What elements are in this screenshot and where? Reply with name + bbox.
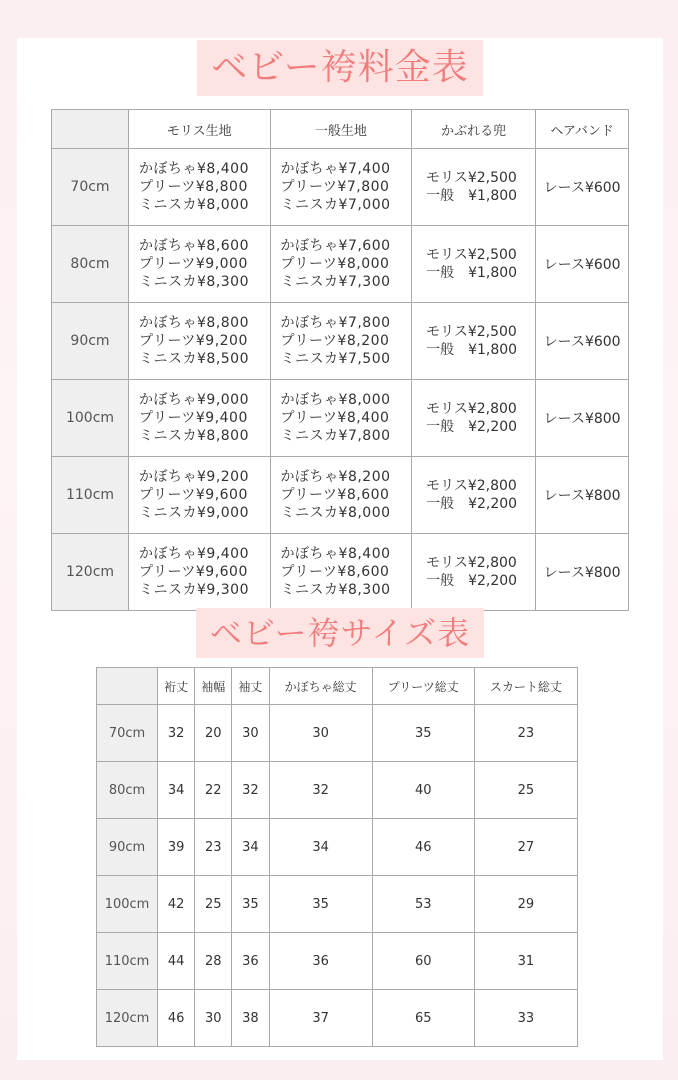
price-morris-cell: [129, 380, 271, 457]
price-line: モリス¥2,500: [426, 247, 517, 263]
price-line: ミニスカ¥8,300: [139, 274, 249, 290]
price-line: プリーツ¥8,800: [139, 179, 248, 195]
size-value-cell: 31: [474, 933, 577, 990]
price-header-cell: ヘアバンド: [536, 110, 629, 149]
size-value-cell: 20: [195, 705, 232, 762]
price-line: プリーツ¥8,600: [280, 564, 390, 580]
price-row: [52, 457, 629, 534]
price-line: かぼちゃ¥8,200: [280, 469, 391, 485]
price-kabuto-cell: [412, 534, 536, 611]
size-value-cell: 35: [269, 876, 372, 933]
price-line: プリーツ¥9,600: [139, 564, 248, 580]
price-hairband-cell: レース¥600: [536, 303, 629, 380]
price-hairband-cell: レース¥600: [536, 226, 629, 303]
price-line: ミニスカ¥8,000: [280, 505, 391, 521]
price-kabuto-cell: [412, 303, 536, 380]
size-row: [97, 762, 578, 819]
size-value-cell: 25: [474, 762, 577, 819]
size-value-cell: 46: [372, 819, 474, 876]
price-line: モリス¥2,800: [426, 555, 517, 571]
price-size-label: 100cm: [52, 380, 129, 457]
size-value-cell: 36: [232, 933, 269, 990]
size-row: [97, 933, 578, 990]
price-title: [17, 40, 663, 96]
size-value-cell: 34: [269, 819, 372, 876]
size-value-cell: 32: [232, 762, 269, 819]
price-line: 一般 ¥2,200: [426, 496, 518, 512]
size-value-cell: 34: [232, 819, 269, 876]
size-table: [96, 667, 578, 1047]
size-title: [17, 608, 663, 658]
content-card: [17, 38, 663, 1060]
size-value-cell: 53: [372, 876, 474, 933]
price-line: かぼちゃ¥8,400: [280, 546, 391, 562]
price-line: ミニスカ¥7,000: [280, 197, 391, 213]
price-line: モリス¥2,500: [426, 170, 517, 186]
price-line: モリス¥2,800: [426, 478, 517, 494]
price-line: プリーツ¥8,400: [280, 410, 390, 426]
price-row: [52, 226, 629, 303]
price-kabuto-cell: [412, 226, 536, 303]
size-value-cell: 46: [158, 990, 195, 1047]
price-title-text: ベビー袴料金表: [197, 40, 483, 96]
price-line: プリーツ¥8,200: [280, 333, 390, 349]
size-row-label: 100cm: [97, 876, 158, 933]
size-row: [97, 876, 578, 933]
price-header-row: [52, 110, 629, 149]
price-line: かぼちゃ¥7,400: [280, 161, 391, 177]
price-size-label: 110cm: [52, 457, 129, 534]
price-line: かぼちゃ¥9,400: [139, 546, 249, 562]
price-line: 一般 ¥1,800: [426, 265, 518, 281]
size-value-cell: 35: [232, 876, 269, 933]
size-value-cell: 39: [158, 819, 195, 876]
price-line: プリーツ¥9,200: [139, 333, 248, 349]
price-line: プリーツ¥9,600: [139, 487, 248, 503]
price-line: 一般 ¥1,800: [426, 188, 518, 204]
price-size-label: 90cm: [52, 303, 129, 380]
price-line: ミニスカ¥9,300: [139, 582, 249, 598]
price-morris-cell: [129, 149, 271, 226]
price-row: [52, 149, 629, 226]
price-line: ミニスカ¥7,500: [280, 351, 391, 367]
price-header-corner: [52, 110, 129, 149]
price-line: ミニスカ¥8,500: [139, 351, 249, 367]
price-row: [52, 380, 629, 457]
price-line: ミニスカ¥9,000: [139, 505, 249, 521]
size-row-label: 120cm: [97, 990, 158, 1047]
size-title-text: ベビー袴サイズ表: [196, 608, 484, 658]
price-line: モリス¥2,500: [426, 324, 517, 340]
size-value-cell: 44: [158, 933, 195, 990]
size-value-cell: 38: [232, 990, 269, 1047]
size-row-label: 110cm: [97, 933, 158, 990]
size-value-cell: 28: [195, 933, 232, 990]
size-value-cell: 25: [195, 876, 232, 933]
size-value-cell: 36: [269, 933, 372, 990]
price-kabuto-cell: [412, 457, 536, 534]
price-line: ミニスカ¥8,300: [280, 582, 391, 598]
size-value-cell: 35: [372, 705, 474, 762]
size-value-cell: 65: [372, 990, 474, 1047]
price-table: [51, 109, 629, 611]
price-line: ミニスカ¥7,300: [280, 274, 391, 290]
price-size-label: 120cm: [52, 534, 129, 611]
price-line: かぼちゃ¥7,600: [280, 238, 391, 254]
price-morris-cell: [129, 457, 271, 534]
price-line: 一般 ¥2,200: [426, 573, 518, 589]
price-line: かぼちゃ¥8,800: [139, 315, 249, 331]
size-value-cell: 33: [474, 990, 577, 1047]
price-header-cell: 一般生地: [270, 110, 412, 149]
size-header-cell: プリーツ総丈: [372, 668, 474, 705]
size-header-cell: かぼちゃ総丈: [269, 668, 372, 705]
price-line: モリス¥2,800: [426, 401, 517, 417]
size-header-cell: 袖丈: [232, 668, 269, 705]
price-line: かぼちゃ¥8,000: [280, 392, 391, 408]
price-header-cell: モリス生地: [129, 110, 271, 149]
price-general-cell: [270, 457, 412, 534]
size-header-cell: 裄丈: [158, 668, 195, 705]
size-value-cell: 60: [372, 933, 474, 990]
price-morris-cell: [129, 534, 271, 611]
price-line: かぼちゃ¥9,000: [139, 392, 249, 408]
price-line: プリーツ¥9,000: [139, 256, 248, 272]
price-line: かぼちゃ¥8,400: [139, 161, 249, 177]
size-value-cell: 30: [269, 705, 372, 762]
price-line: ミニスカ¥7,800: [280, 428, 391, 444]
price-size-label: 70cm: [52, 149, 129, 226]
price-line: ミニスカ¥8,000: [139, 197, 249, 213]
size-header-cell: 袖幅: [195, 668, 232, 705]
price-line: かぼちゃ¥7,800: [280, 315, 391, 331]
size-value-cell: 30: [232, 705, 269, 762]
size-value-cell: 32: [158, 705, 195, 762]
price-morris-cell: [129, 303, 271, 380]
size-value-cell: 37: [269, 990, 372, 1047]
price-line: プリーツ¥7,800: [280, 179, 390, 195]
size-row-label: 80cm: [97, 762, 158, 819]
price-line: かぼちゃ¥8,600: [139, 238, 249, 254]
size-value-cell: 27: [474, 819, 577, 876]
price-row: [52, 534, 629, 611]
price-hairband-cell: レース¥800: [536, 534, 629, 611]
price-hairband-cell: レース¥600: [536, 149, 629, 226]
price-general-cell: [270, 303, 412, 380]
price-general-cell: [270, 380, 412, 457]
size-value-cell: 42: [158, 876, 195, 933]
size-value-cell: 23: [474, 705, 577, 762]
price-row: [52, 303, 629, 380]
price-line: プリーツ¥8,000: [280, 256, 390, 272]
size-value-cell: 22: [195, 762, 232, 819]
size-value-cell: 40: [372, 762, 474, 819]
price-kabuto-cell: [412, 149, 536, 226]
price-hairband-cell: レース¥800: [536, 457, 629, 534]
price-hairband-cell: レース¥800: [536, 380, 629, 457]
size-row-label: 70cm: [97, 705, 158, 762]
price-morris-cell: [129, 226, 271, 303]
size-header-corner: [97, 668, 158, 705]
size-row: [97, 819, 578, 876]
price-line: かぼちゃ¥9,200: [139, 469, 249, 485]
price-general-cell: [270, 534, 412, 611]
size-row: [97, 990, 578, 1047]
price-kabuto-cell: [412, 380, 536, 457]
size-value-cell: 30: [195, 990, 232, 1047]
size-value-cell: 29: [474, 876, 577, 933]
size-row: [97, 705, 578, 762]
price-header-cell: かぶれる兜: [412, 110, 536, 149]
price-size-label: 80cm: [52, 226, 129, 303]
price-general-cell: [270, 226, 412, 303]
size-header-row: [97, 668, 578, 705]
size-value-cell: 23: [195, 819, 232, 876]
price-line: ミニスカ¥8,800: [139, 428, 249, 444]
price-line: プリーツ¥9,400: [139, 410, 248, 426]
price-general-cell: [270, 149, 412, 226]
size-header-cell: スカート総丈: [474, 668, 577, 705]
size-row-label: 90cm: [97, 819, 158, 876]
price-line: 一般 ¥1,800: [426, 342, 518, 358]
price-line: 一般 ¥2,200: [426, 419, 518, 435]
price-line: プリーツ¥8,600: [280, 487, 390, 503]
size-value-cell: 34: [158, 762, 195, 819]
size-value-cell: 32: [269, 762, 372, 819]
